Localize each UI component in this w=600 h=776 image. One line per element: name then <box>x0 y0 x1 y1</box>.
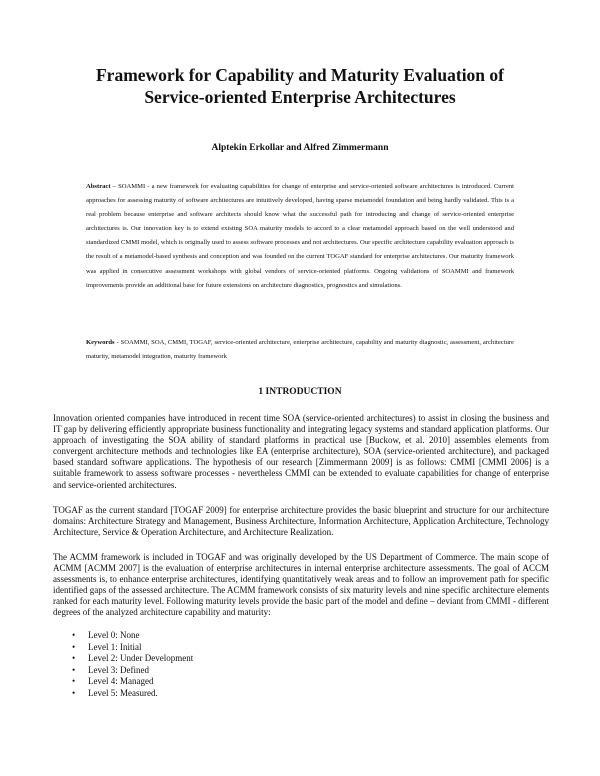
level-text: Level 4: Managed <box>88 676 154 687</box>
level-text: Level 1: Initial <box>88 641 142 652</box>
keywords-block <box>86 336 514 363</box>
level-text: Level 2: Under Development <box>88 653 194 664</box>
maturity-level-list <box>72 630 193 700</box>
bullet-icon: • <box>72 664 76 675</box>
list-item <box>72 653 193 665</box>
abstract-label: Abstract <box>86 183 111 190</box>
bullet-icon: • <box>72 676 76 687</box>
list-item <box>72 676 193 688</box>
togaf-paragraph: TOGAF as the current standard [TOGAF 2009] for enterprise architecture provides the basic blueprint and structure for our architecture domains: Architecture Strategy and Management, Business Architecture, Information Architecture, Application Architecture, Technology Architecture, Service & Operation Architecture, and Architecture Realization. <box>53 505 549 538</box>
section-heading: 1 INTRODUCTION <box>258 387 342 397</box>
list-item <box>72 630 193 642</box>
list-item <box>72 665 193 677</box>
bullet-icon: • <box>72 641 76 652</box>
bullet-icon: • <box>72 653 76 664</box>
intro-paragraph: Innovation oriented companies have introduced in recent time SOA (service-oriented architectures) to assist in closing the business and IT gap by delivering efficiently appropriate business functionality and integrating legacy systems and standard application platforms. Our approach of investigating the SOA ability of standard platforms in practical use [Buckow, et al. 2010] assembles elements from convergent architecture methods and technologies like EA (enterprise architecture), SOA (service-oriented architecture), and packaged based standard software applications. The hypothesis of our research [Zimmermann 2009] is as follows: CMMI [CMMI 2006] is a suitable framework to assess software processes - nevertheless CMMI can be extended to evaluate capabilities for change of enterprise and service-oriented architectures. <box>53 413 549 490</box>
paper-title-line-1: Framework for Capability and Maturity Evaluation of <box>95 65 504 85</box>
level-text: Level 3: Defined <box>88 664 149 675</box>
paper-title-line-2: Service-oriented Enterprise Architectures <box>144 87 456 107</box>
level-text: Level 0: None <box>88 630 140 640</box>
list-item <box>72 642 193 654</box>
bullet-icon: • <box>72 630 76 640</box>
abstract-dash: – <box>110 183 119 190</box>
list-item <box>72 688 193 700</box>
bullet-icon: • <box>72 687 76 698</box>
keywords-label: Keywords <box>86 339 115 346</box>
level-text: Level 5: Measured. <box>88 687 158 698</box>
keywords-text: - SOAMMI, SOA, CMMI, TOGAF, service-oriented architecture, enterprise architecture, capability and maturity diagnostic, assessment, architecture maturity, metamodel integration, maturity framework <box>86 339 514 360</box>
acmm-paragraph: The ACMM framework is included in TOGAF and was originally developed by the US Department of Commerce. The main scope of ACMM [ACMM 2007] is the evaluation of enterprise architectures in internal enterprise architecture assessments. The goal of ACCM assessments is, to enhance enterprise architectures, identifying quantitatively weak areas and to follow an improvement path for specific identified gaps of the assessed architecture. The ACMM framework consists of six maturity levels and nine specific architecture elements ranked for each maturity level. Following maturity levels provide the basic part of the model and define – deviant from CMMI - different degrees of the analyzed architecture capability and maturity: <box>53 552 549 618</box>
abstract-text: SOAMMI - a new framework for evaluating capabilities for change of enterprise and service-oriented software architectures is introduced. Current approaches for assessing maturity of software architectures are intuitively developed, having sparse metamodel foundation and being hardly validated. This is a real problem because enterprise and software architects should know what the successful path for introducing and change of service-oriented enterprise architectures is. Our innovation key is to extend existing SOA maturity models to accord to a clear metamodel approach based on the well understood and standardized CMMI model, which is originally used to assess software processes and not architectures. Our specific architecture capability evaluation approach is the result of a metamodel-based synthesis and conception and was founded on the current TOGAF standard for enterprise architectures. Our maturity framework was applied in consecutive assessment workshops with global vendors of service-oriented platforms. Ongoing validations of SOAMMI and framework improvements provide an additional base for future extensions on architecture diagnostics, prognostics and simulations. <box>86 183 515 289</box>
paper-title <box>40 64 560 108</box>
paper-authors: Alptekin Erkollar and Alfred Zimmermann <box>211 143 389 153</box>
abstract-block <box>86 180 514 293</box>
